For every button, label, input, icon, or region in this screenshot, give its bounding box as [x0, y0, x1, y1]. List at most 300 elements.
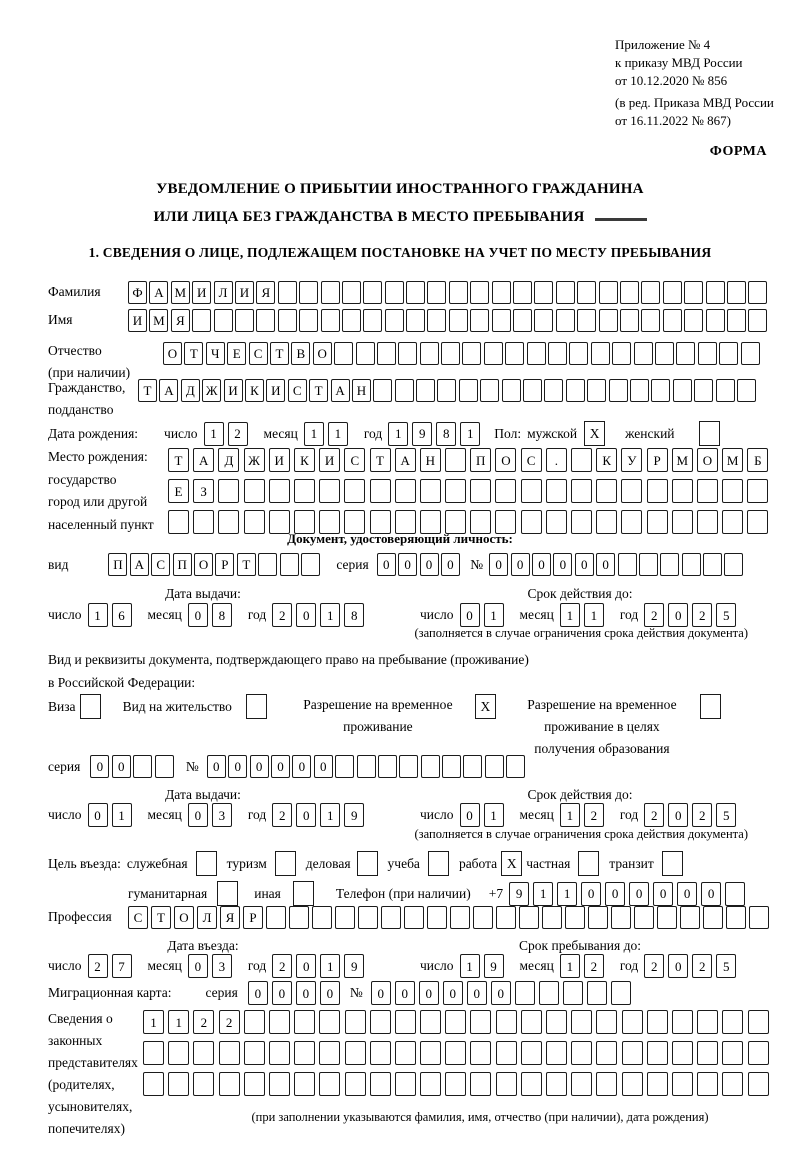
char-cell: [319, 1041, 340, 1065]
char-cell: [697, 1072, 718, 1096]
char-cell: [546, 1010, 567, 1034]
month-label: месяц: [263, 425, 298, 441]
char-cell: [706, 309, 725, 332]
char-cell: 3: [212, 803, 232, 827]
char-cell: [521, 1041, 542, 1065]
char-cell: 2: [692, 954, 712, 978]
sex-female-checkbox: [699, 421, 720, 446]
birth-place-cells-row2: [168, 479, 773, 503]
char-cell: [663, 281, 682, 304]
temp-residence-label-line: Разрешение на временное: [303, 697, 453, 712]
char-cell: 1: [168, 1010, 189, 1034]
char-cell: [706, 281, 725, 304]
char-cell: [565, 906, 585, 929]
char-cell: [385, 309, 404, 332]
day-label: число: [48, 807, 82, 822]
year-label: год: [247, 807, 267, 822]
char-cell: Н: [352, 379, 371, 402]
char-cell: [445, 479, 466, 503]
char-cell: [599, 309, 618, 332]
char-cell: [655, 342, 674, 365]
char-cell: 0: [188, 954, 208, 978]
char-cell: [737, 379, 756, 402]
char-cell: [571, 1010, 592, 1034]
char-cell: [193, 1072, 214, 1096]
purpose-option-label: туризм: [226, 855, 267, 871]
char-cell: [363, 309, 382, 332]
year-label: год: [247, 958, 267, 973]
char-cell: 0: [553, 553, 572, 576]
char-cell: [496, 1010, 517, 1034]
char-cell: Т: [370, 448, 391, 472]
char-cell: [280, 553, 299, 576]
char-cell: Ж: [202, 379, 221, 402]
char-cell: Ф: [128, 281, 147, 304]
purpose-row: [48, 851, 683, 876]
char-cell: [544, 379, 563, 402]
purpose-private-checkbox: [578, 851, 599, 876]
char-cell: [725, 882, 745, 906]
purpose-option-label: учеба: [387, 855, 420, 871]
identity-number-label: №: [470, 556, 484, 572]
char-cell: 0: [296, 954, 316, 978]
day-label: число: [48, 607, 82, 622]
char-cell: 0: [441, 553, 460, 576]
char-cell: [694, 379, 713, 402]
month-label: месяц: [519, 807, 554, 822]
char-cell: [377, 342, 396, 365]
char-cell: [427, 906, 447, 929]
surname-row: [48, 281, 770, 304]
char-cell: [703, 553, 722, 576]
char-cell: 1: [304, 422, 324, 446]
forma-label: ФОРМА: [709, 144, 767, 159]
month-label: месяц: [519, 958, 554, 973]
entry-day-cells: [88, 954, 136, 978]
char-cell: 0: [532, 553, 551, 576]
char-cell: [719, 342, 738, 365]
char-cell: 0: [668, 954, 688, 978]
char-cell: [513, 281, 532, 304]
identity-issue-date: [48, 603, 368, 627]
char-cell: 0: [296, 981, 316, 1005]
char-cell: 0: [207, 755, 226, 778]
char-cell: [521, 1010, 542, 1034]
char-cell: [345, 1072, 366, 1096]
legal-reps-label-line: попечителях): [48, 1121, 125, 1136]
char-cell: [523, 379, 542, 402]
char-cell: [622, 1041, 643, 1065]
char-cell: [395, 1072, 416, 1096]
char-cell: 0: [398, 553, 417, 576]
char-cell: [168, 1072, 189, 1096]
temp-residence-edu-label: [512, 694, 692, 760]
birth-date-label: Дата рождения:: [48, 425, 139, 441]
char-cell: [542, 906, 562, 929]
char-cell: [492, 281, 511, 304]
char-cell: 1: [388, 422, 408, 446]
char-cell: 1: [88, 603, 108, 627]
char-cell: 8: [212, 603, 232, 627]
char-cell: [748, 1041, 769, 1065]
char-cell: [634, 906, 654, 929]
identity-series-label: серия: [336, 556, 369, 572]
purpose-label: Цель въезда:: [48, 855, 121, 871]
char-cell: Д: [181, 379, 200, 402]
char-cell: [647, 479, 668, 503]
temp-residence-label: [289, 694, 467, 738]
char-cell: [663, 309, 682, 332]
char-cell: 0: [250, 755, 269, 778]
char-cell: И: [319, 448, 340, 472]
char-cell: 2: [88, 954, 108, 978]
char-cell: 2: [272, 603, 292, 627]
char-cell: А: [130, 553, 149, 576]
name-cells: [128, 309, 770, 332]
char-cell: 1: [112, 803, 132, 827]
sex-male-label: мужской: [527, 425, 578, 441]
char-cell: [657, 906, 677, 929]
identity-valid-heading: Срок действия до:: [527, 586, 633, 601]
char-cell: [420, 1041, 441, 1065]
char-cell: 0: [296, 603, 316, 627]
residence-number-label: №: [185, 758, 199, 774]
blank-underline: [595, 204, 647, 221]
char-cell: [385, 281, 404, 304]
identity-valid-month-cells: [560, 603, 608, 627]
char-cell: А: [193, 448, 214, 472]
char-cell: 2: [692, 603, 712, 627]
char-cell: Т: [184, 342, 203, 365]
residence-issue-date: [48, 803, 368, 827]
char-cell: [621, 479, 642, 503]
char-cell: П: [470, 448, 491, 472]
char-cell: [505, 342, 524, 365]
char-cell: [622, 1010, 643, 1034]
char-cell: [445, 1072, 466, 1096]
char-cell: [463, 755, 482, 778]
appendix-line: от 10.12.2020 № 856: [615, 72, 728, 88]
char-cell: О: [194, 553, 213, 576]
purpose-work-checkbox: X: [501, 851, 522, 876]
char-cell: Т: [309, 379, 328, 402]
char-cell: [442, 755, 461, 778]
identity-valid-day-cells: [460, 603, 508, 627]
char-cell: [672, 479, 693, 503]
char-cell: [421, 755, 440, 778]
char-cell: 0: [511, 553, 530, 576]
residence-issue-day-cells: [88, 803, 136, 827]
year-label: год: [619, 958, 639, 973]
char-cell: [470, 479, 491, 503]
char-cell: О: [697, 448, 718, 472]
char-cell: 2: [193, 1010, 214, 1034]
char-cell: [521, 1072, 542, 1096]
identity-validity-note: (заполняется в случае ограничения срока действия документа): [414, 626, 748, 640]
year-label: год: [363, 425, 383, 441]
entry-year-cells: [272, 954, 368, 978]
char-cell: 0: [605, 882, 625, 906]
char-cell: 9: [412, 422, 432, 446]
char-cell: 0: [292, 755, 311, 778]
char-cell: .: [546, 448, 567, 472]
char-cell: 0: [228, 755, 247, 778]
migration-number-label: №: [349, 985, 363, 1000]
char-cell: [420, 342, 439, 365]
citizenship-label-line2: подданство: [48, 402, 114, 417]
char-cell: [591, 342, 610, 365]
char-cell: [450, 906, 470, 929]
profession-row: [48, 906, 772, 929]
identity-doc-heading: Документ, удостоверяющий личность:: [287, 531, 513, 546]
identity-issue-heading: Дата выдачи:: [165, 586, 241, 601]
char-cell: [660, 553, 679, 576]
char-cell: [527, 342, 546, 365]
migration-number-cells: [371, 981, 635, 1005]
identity-issue-year-cells: [272, 603, 368, 627]
char-cell: Р: [215, 553, 234, 576]
residence-valid-date: [420, 803, 740, 827]
char-cell: [546, 1072, 567, 1096]
char-cell: 2: [644, 954, 664, 978]
char-cell: [502, 379, 521, 402]
char-cell: [244, 1041, 265, 1065]
identity-kind-cells: [108, 553, 322, 576]
temp-residence-label-line: проживание: [343, 719, 413, 734]
char-cell: [470, 309, 489, 332]
char-cell: 0: [371, 981, 391, 1005]
char-cell: [345, 1041, 366, 1065]
char-cell: 1: [533, 882, 553, 906]
purpose-option-label: деловая: [305, 855, 351, 871]
year-label: год: [247, 607, 267, 622]
char-cell: 1: [557, 882, 577, 906]
day-label: число: [420, 807, 454, 822]
char-cell: 2: [644, 803, 664, 827]
char-cell: [726, 906, 746, 929]
char-cell: 2: [584, 954, 604, 978]
char-cell: [698, 342, 717, 365]
char-cell: 2: [228, 422, 248, 446]
purpose-study-checkbox: [428, 851, 449, 876]
char-cell: Ж: [244, 448, 265, 472]
char-cell: Л: [197, 906, 217, 929]
char-cell: 7: [112, 954, 132, 978]
legal-reps-cells-row3: [143, 1072, 773, 1096]
purpose-option-label: гуманитарная: [128, 885, 208, 901]
char-cell: Т: [237, 553, 256, 576]
identity-issue-month-cells: [188, 603, 236, 627]
amendment-line: от 16.11.2022 № 867): [615, 112, 732, 128]
char-cell: [395, 379, 414, 402]
entry-date-heading: Дата въезда:: [167, 938, 239, 953]
char-cell: А: [149, 281, 168, 304]
char-cell: [577, 309, 596, 332]
char-cell: [269, 1010, 290, 1034]
char-cell: [445, 448, 466, 472]
char-cell: 1: [584, 603, 604, 627]
char-cell: И: [192, 281, 211, 304]
char-cell: 2: [584, 803, 604, 827]
char-cell: [344, 479, 365, 503]
char-cell: Е: [227, 342, 246, 365]
char-cell: [462, 342, 481, 365]
char-cell: [373, 379, 392, 402]
char-cell: [722, 1010, 743, 1034]
char-cell: [235, 309, 254, 332]
char-cell: [622, 1072, 643, 1096]
char-cell: К: [596, 448, 617, 472]
birth-place-label-line: Место рождения:: [48, 449, 148, 464]
purpose-option-label: работа: [458, 855, 498, 871]
char-cell: [256, 309, 275, 332]
char-cell: 0: [420, 553, 439, 576]
char-cell: [420, 1010, 441, 1034]
char-cell: [219, 1041, 240, 1065]
migration-series-label: серия: [205, 985, 238, 1000]
char-cell: О: [495, 448, 516, 472]
char-cell: 1: [560, 954, 580, 978]
char-cell: [556, 309, 575, 332]
char-cell: [133, 755, 152, 778]
char-cell: [492, 309, 511, 332]
char-cell: [620, 309, 639, 332]
char-cell: Д: [218, 448, 239, 472]
legal-reps-note: (при заполнении указываются фамилия, имя, отчество (при наличии), дата рождения): [251, 1110, 709, 1124]
char-cell: 0: [596, 553, 615, 576]
char-cell: У: [621, 448, 642, 472]
stay-year-cells: [644, 954, 740, 978]
char-cell: 0: [653, 882, 673, 906]
char-cell: 0: [581, 882, 601, 906]
char-cell: [155, 755, 174, 778]
char-cell: А: [331, 379, 350, 402]
char-cell: [427, 309, 446, 332]
char-cell: [748, 281, 767, 304]
char-cell: [515, 981, 535, 1005]
char-cell: И: [269, 448, 290, 472]
char-cell: [358, 906, 378, 929]
char-cell: 9: [509, 882, 529, 906]
char-cell: 5: [716, 803, 736, 827]
year-label: год: [619, 807, 639, 822]
purpose-option-label: транзит: [609, 855, 654, 871]
char-cell: [470, 1041, 491, 1065]
char-cell: [647, 1072, 668, 1096]
char-cell: Я: [171, 309, 190, 332]
char-cell: 0: [395, 981, 415, 1005]
surname-cells: [128, 281, 770, 304]
char-cell: [378, 755, 397, 778]
char-cell: [484, 342, 503, 365]
form-title-line1: УВЕДОМЛЕНИЕ О ПРИБЫТИИ ИНОСТРАННОГО ГРАЖДАНИНА: [156, 181, 644, 197]
char-cell: [301, 553, 320, 576]
phone-cells: [509, 882, 749, 906]
name-row: [48, 309, 770, 332]
char-cell: [727, 281, 746, 304]
char-cell: [370, 479, 391, 503]
char-cell: [445, 1041, 466, 1065]
appendix-block: [615, 36, 790, 130]
char-cell: П: [173, 553, 192, 576]
char-cell: 9: [484, 954, 504, 978]
char-cell: 0: [701, 882, 721, 906]
char-cell: [596, 1072, 617, 1096]
char-cell: 0: [491, 981, 511, 1005]
char-cell: [321, 309, 340, 332]
char-cell: 0: [377, 553, 396, 576]
birth-place-label-line: государство: [48, 471, 117, 487]
birth-year-cells: [388, 422, 484, 446]
temp-residence-edu-label-line: Разрешение на временное: [527, 697, 677, 712]
year-label: год: [619, 607, 639, 622]
char-cell: О: [313, 342, 332, 365]
char-cell: [747, 479, 768, 503]
char-cell: 0: [443, 981, 463, 1005]
amendment-line: (в ред. Приказа МВД России: [615, 94, 774, 110]
char-cell: С: [151, 553, 170, 576]
residence-doc-intro-line2: в Российской Федерации:: [48, 675, 196, 690]
char-cell: 0: [188, 803, 208, 827]
residence-number-cells: [207, 755, 528, 778]
char-cell: [618, 553, 637, 576]
char-cell: [519, 906, 539, 929]
char-cell: [356, 342, 375, 365]
char-cell: [427, 281, 446, 304]
char-cell: 1: [328, 422, 348, 446]
char-cell: [395, 1010, 416, 1034]
sex-male-checkbox: X: [584, 421, 605, 446]
char-cell: 2: [272, 954, 292, 978]
residence-permit-label: Вид на жительство: [122, 699, 232, 714]
entry-date: [48, 954, 368, 978]
char-cell: [612, 342, 631, 365]
char-cell: [449, 309, 468, 332]
char-cell: 5: [716, 954, 736, 978]
char-cell: С: [521, 448, 542, 472]
char-cell: [363, 281, 382, 304]
char-cell: З: [193, 479, 214, 503]
char-cell: [416, 379, 435, 402]
char-cell: [611, 906, 631, 929]
char-cell: [748, 1010, 769, 1034]
char-cell: 8: [436, 422, 456, 446]
entry-month-cells: [188, 954, 236, 978]
day-label: число: [48, 958, 82, 973]
char-cell: [319, 479, 340, 503]
residence-series-cells: [90, 755, 176, 778]
char-cell: И: [235, 281, 254, 304]
char-cell: [571, 479, 592, 503]
char-cell: [299, 309, 318, 332]
residence-valid-month-cells: [560, 803, 608, 827]
visa-checkbox: [80, 694, 101, 719]
char-cell: [609, 379, 628, 402]
char-cell: [611, 981, 631, 1005]
purpose-commercial-checkbox: [357, 851, 378, 876]
patronymic-cells: [163, 342, 762, 365]
char-cell: 0: [112, 755, 131, 778]
char-cell: Ч: [206, 342, 225, 365]
char-cell: 0: [90, 755, 109, 778]
char-cell: [684, 281, 703, 304]
char-cell: С: [344, 448, 365, 472]
char-cell: К: [294, 448, 315, 472]
char-cell: М: [672, 448, 693, 472]
migration-series-cells: [248, 981, 344, 1005]
residence-issue-year-cells: [272, 803, 368, 827]
residence-doc-type-row: [48, 694, 721, 760]
